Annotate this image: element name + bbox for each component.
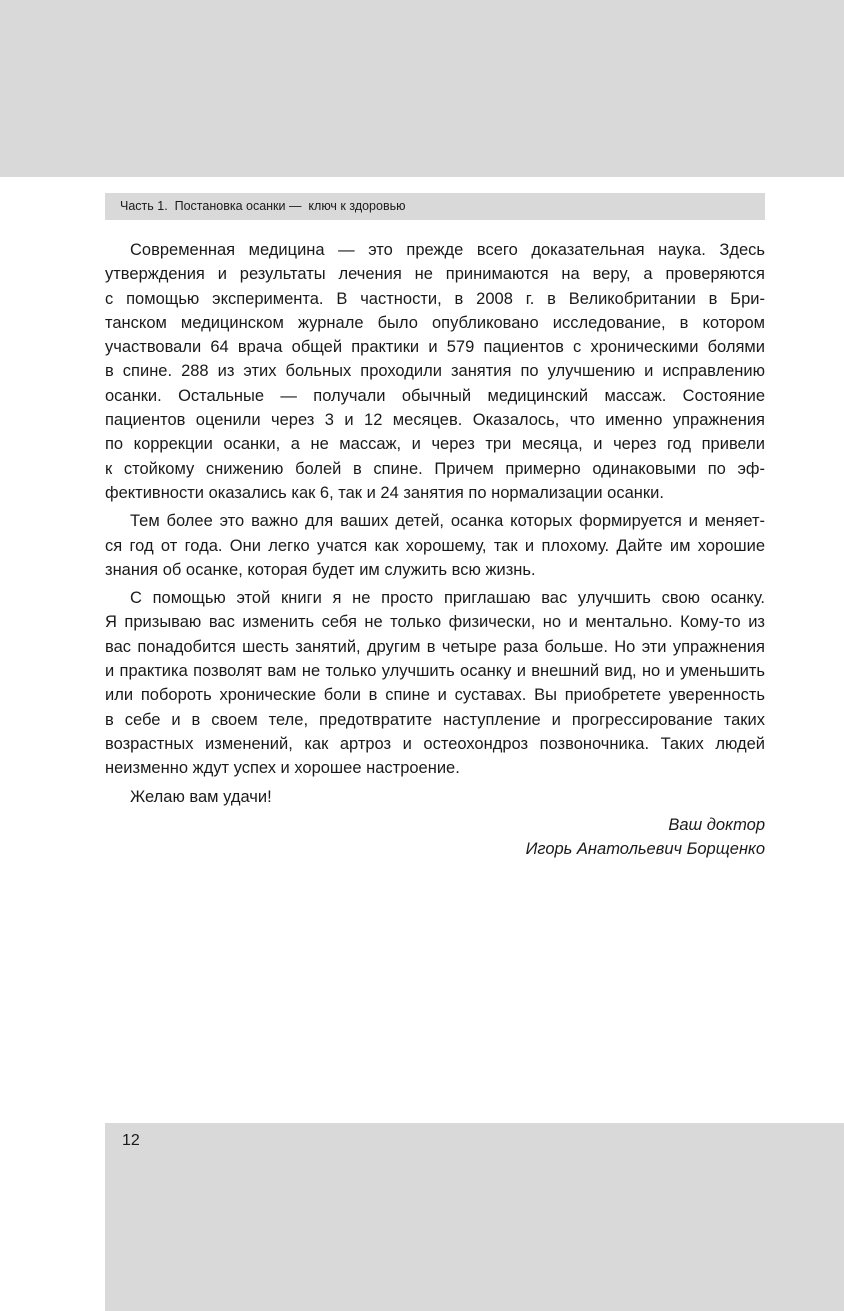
text-line: неизменно ждут успех и хорошее настроение.: [105, 759, 460, 778]
text-line: знания об осанке, которая будет им служить всю жизнь.: [105, 560, 536, 579]
text-line: и практика позволят вам не только улучшить осанку и внешний вид, но и уменьшить: [105, 662, 765, 681]
text-line: в себе и в своем теле, предотвратите наступление и прогрессирование таких: [105, 710, 765, 729]
text-line: возрастных изменений, как артроз и остеохондроз позвоночника. Таких людей: [105, 734, 765, 753]
text-line: Я призываю вас изменить себя не только физически, но и ментально. Кому-то из: [105, 613, 765, 632]
text-line: Желаю вам удачи!: [130, 787, 272, 806]
paragraph: [105, 586, 765, 780]
paragraph: [105, 785, 765, 809]
running-title: Часть 1. Постановка осанки — ключ к здоровью: [120, 199, 406, 213]
paragraph: [105, 238, 765, 505]
top-margin-band: [0, 0, 844, 177]
footer-block: [105, 1123, 844, 1311]
text-line: ся год от года. Они легко учатся как хорошему, так и плохому. Дайте им хорошие: [105, 536, 765, 555]
running-header: [105, 193, 765, 220]
text-line: утверждения и результаты лечения не принимаются на веру, а проверяются: [105, 265, 765, 284]
text-line: Современная медицина — это прежде всего доказательная наука. Здесь: [130, 241, 765, 259]
text-line: осанки. Остальные — получали обычный медицинский массаж. Состояние: [105, 386, 765, 405]
text-line: участвовали 64 врача общей практики и 579 пациентов с хроническими болями: [105, 338, 765, 357]
text-line: пациентов оценили через 3 и 12 месяцев. Оказалось, что именно упражнения: [105, 411, 765, 430]
text-line: вас понадобится шесть занятий, другим в четыре раза больше. Но эти упражнения: [105, 637, 765, 656]
text-line: фективности оказались как 6, так и 24 занятия по нормализации осанки.: [105, 483, 664, 502]
signature-line2: Игорь Анатольевич Борщенко: [525, 839, 765, 858]
body-text: [105, 238, 765, 861]
text-line: С помощью этой книги я не просто приглашаю вас улучшить свою осанку.: [130, 589, 765, 608]
signature: [105, 813, 765, 861]
text-line: танском медицинском журнале было опубликовано исследование, в котором: [105, 313, 765, 332]
signature-line1: Ваш доктор: [668, 815, 765, 834]
text-line: в спине. 288 из этих больных проходили занятия по улучшению и исправлению: [105, 362, 765, 381]
text-line: по коррекции осанки, а не массаж, и через три месяца, и через год привели: [105, 435, 765, 454]
paragraph: [105, 509, 765, 582]
text-line: к стойкому снижению болей в спине. Причем примерно одинаковыми по эф-: [105, 459, 765, 478]
text-line: с помощью эксперимента. В частности, в 2008 г. в Великобритании в Бри-: [105, 289, 765, 308]
text-line: Тем более это важно для ваших детей, осанка которых формируется и меняет-: [130, 512, 765, 531]
page-number: 12: [122, 1132, 140, 1149]
text-line: или побороть хронические боли в спине и суставах. Вы приобретете уверенность: [105, 686, 765, 705]
